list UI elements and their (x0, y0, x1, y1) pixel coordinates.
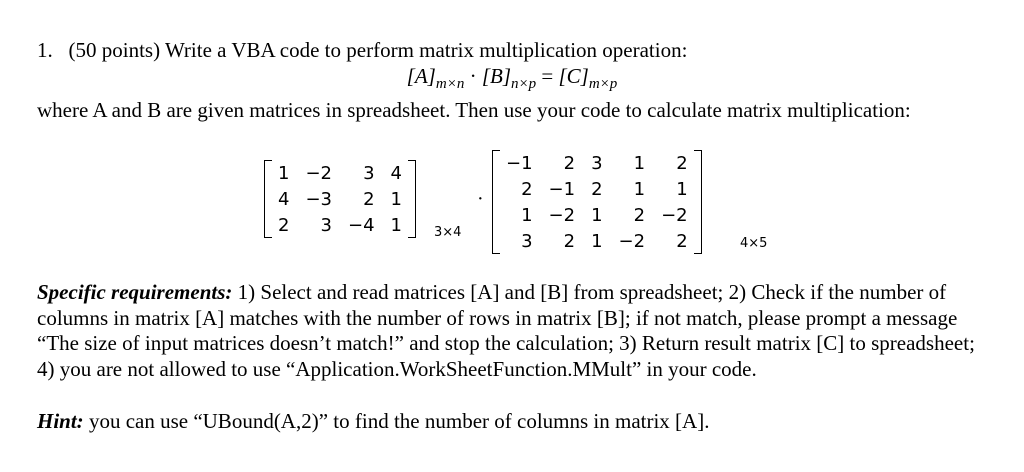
matrix-b-cell: 2 (563, 230, 576, 252)
matrix-a-cell: 1 (278, 162, 290, 184)
matrix-a-cell: 4 (390, 162, 402, 184)
question-number: 1. (37, 38, 53, 62)
matrix-b-cell: −1 (506, 152, 533, 174)
requirements-paragraph (37, 280, 997, 382)
matrix-b-left-bracket (492, 150, 500, 254)
matrix-b-cell: 3 (521, 230, 533, 252)
question-line3: where A and B are given matrices in spreadsheet. Then use your code to calculate matrix multiplication: (37, 98, 911, 122)
matrix-b (492, 150, 702, 254)
requirements-text: 1) Select and read matrices [A] and [B] from spreadsheet; 2) Check if the number of columns in matrix [A] matches with the number of rows in matrix [B]; if not match, please prompt a message “The size of input matrices doesn’t match!” and stop the calculation; 3) Return result matrix [C] to spreadsheet; 4) you are not allowed to use “Application.WorkSheetFunction.MMult” in your code. (37, 280, 975, 381)
matrix-a-cell: 1 (390, 188, 402, 210)
matrix-b-row (498, 202, 696, 228)
multiply-operator: · (477, 188, 484, 210)
hint-paragraph (37, 409, 997, 435)
matrix-a-cell: −2 (305, 162, 332, 184)
matrix-a-row (270, 212, 410, 238)
matrix-a-cell: −3 (305, 188, 332, 210)
eq-matrix-a: [A] (406, 64, 436, 88)
matrix-a (264, 160, 416, 238)
matrix-a-right-bracket (408, 160, 416, 238)
matrix-a-dimension: 3×4 (434, 225, 462, 240)
matrix-b-cell: 2 (563, 152, 576, 174)
hint-text: you can use “UBound(A,2)” to find the number of columns in matrix [A]. (83, 409, 710, 433)
matrix-b-cell: 2 (676, 230, 688, 252)
question-points: (50 points) (68, 38, 161, 62)
requirements-label: Specific requirements: (37, 280, 233, 304)
matrix-a-table (270, 160, 410, 238)
matrix-b-cell: 2 (676, 152, 688, 174)
matrix-a-cell: −4 (348, 214, 375, 236)
matrix-b-row (498, 228, 696, 254)
matrix-b-cell: −2 (661, 204, 688, 226)
matrix-b-cell: 1 (633, 178, 646, 200)
matrix-b-right-bracket (694, 150, 702, 254)
matrix-b-cell: 1 (591, 230, 603, 252)
matrix-b-cell: −2 (548, 204, 576, 226)
matrix-b-cell: −2 (618, 230, 646, 252)
matrix-b-row (498, 150, 696, 176)
eq-sub-b: n×p (511, 76, 537, 92)
matrix-a-cell: 3 (320, 214, 332, 236)
matrix-a-cell: 1 (390, 214, 402, 236)
matrix-a-cell: 2 (363, 188, 375, 210)
hint-label: Hint: (37, 409, 84, 433)
eq-matrix-c: [C] (558, 64, 589, 88)
matrix-b-row (498, 176, 696, 202)
eq-sub-a: m×n (435, 76, 465, 92)
eq-equals: = (541, 64, 554, 88)
matrix-b-cell: 3 (591, 152, 603, 174)
matrix-a-row (270, 160, 410, 186)
matrix-b-cell: 1 (633, 152, 646, 174)
question-intro: Write a VBA code to perform matrix multiplication operation: (164, 38, 688, 62)
matrix-b-table (498, 150, 696, 254)
matrix-b-cell: 2 (591, 178, 603, 200)
matrix-b-dimension: 4×5 (740, 236, 768, 251)
matrix-a-row (270, 186, 410, 212)
matrix-b-cell: −1 (548, 178, 576, 200)
matrix-a-cell: 2 (278, 214, 290, 236)
matrix-a-left-bracket (264, 160, 272, 238)
matrix-b-cell: 2 (633, 204, 646, 226)
eq-matrix-b: [B] (481, 64, 512, 88)
matrix-a-cell: 4 (278, 188, 290, 210)
matrix-b-cell: 1 (676, 178, 688, 200)
eq-dot: · (469, 64, 477, 88)
matrix-b-cell: 2 (521, 178, 533, 200)
matrix-a-cell: 3 (363, 162, 375, 184)
equation (0, 64, 1024, 91)
question-header (37, 38, 687, 62)
eq-sub-c: m×p (588, 76, 618, 92)
matrix-b-cell: 1 (521, 204, 533, 226)
matrix-b-cell: 1 (591, 204, 603, 226)
